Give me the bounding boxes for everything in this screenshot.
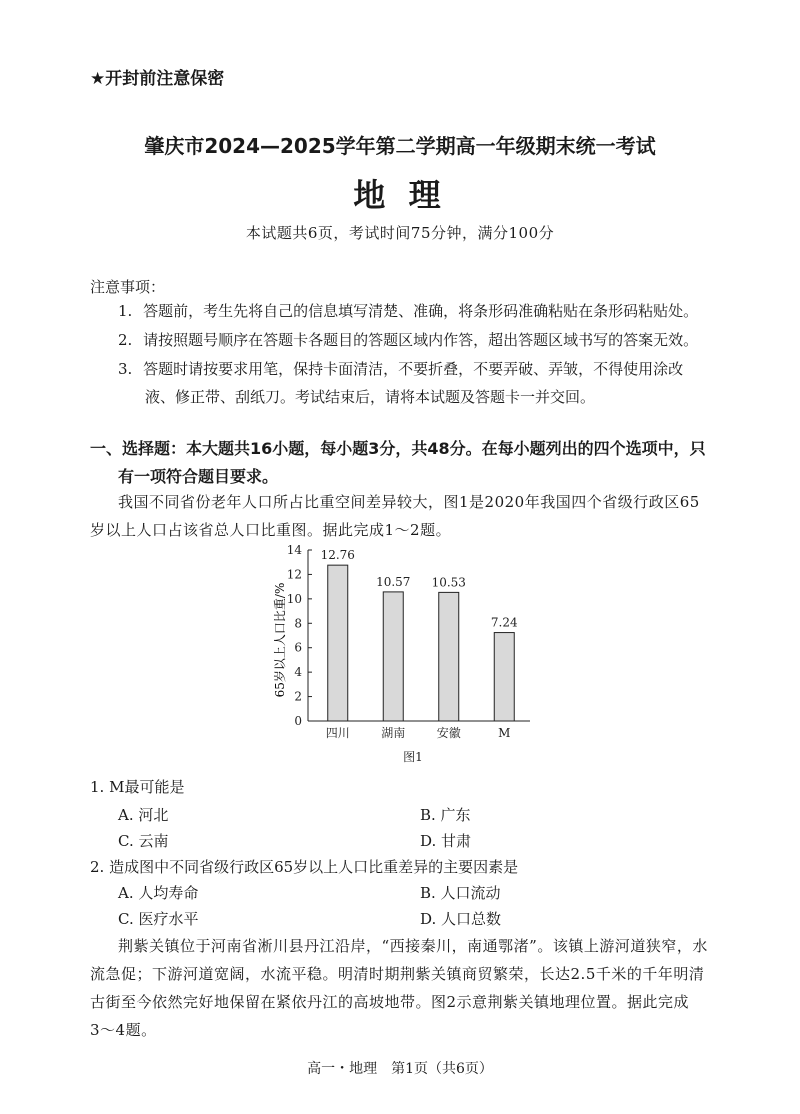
bar-value-label: 12.76 bbox=[320, 548, 355, 563]
notice-text: 答题时请按要求用笔，保持卡面清洁，不要折叠，不要弄破、弄皱，不得使用涂改 bbox=[143, 360, 684, 378]
bar-value-label: 10.57 bbox=[376, 574, 411, 589]
intro2-line3: 古街至今依然完好地保留在紧依丹江的高坡地带。图2示意荆紫关镇地理位置。据此完成 bbox=[90, 993, 690, 1011]
intro1-line1: 我国不同省份老年人口所占比重空间差异较大，图1是2020年我国四个省级行政区65 bbox=[118, 493, 700, 511]
x-category-label: M bbox=[498, 726, 511, 740]
exam-title: 肇庆市2024—2025学年第二学期高一年级期末统一考试 bbox=[144, 134, 656, 158]
figure-caption: 图1 bbox=[403, 750, 423, 764]
bar bbox=[439, 592, 459, 721]
bar bbox=[383, 592, 403, 721]
page-footer: 高一・地理 第1页（共6页） bbox=[307, 1061, 493, 1077]
q2-option-b[interactable]: B. 人口流动 bbox=[420, 884, 501, 902]
q1-option-a[interactable]: A. 河北 bbox=[118, 806, 169, 824]
q2-stem: 2. 造成图中不同省级行政区65岁以上人口比重差异的主要因素是 bbox=[90, 858, 519, 876]
q2-option-d[interactable]: D. 人口总数 bbox=[420, 910, 502, 928]
section-heading-line2: 有一项符合题目要求。 bbox=[118, 467, 279, 486]
q2-option-c[interactable]: C. 医疗水平 bbox=[118, 910, 199, 928]
bar bbox=[328, 565, 348, 721]
y-tick-label: 14 bbox=[286, 543, 302, 557]
x-category-label: 湖南 bbox=[381, 726, 406, 740]
intro2-line2: 流急促；下游河道宽阔，水流平稳。明清时期荆紫关镇商贸繁荣，长达2.5千米的千年明清 bbox=[90, 965, 705, 983]
y-tick-label: 8 bbox=[294, 616, 302, 631]
y-tick-label: 6 bbox=[294, 640, 302, 655]
bar-value-label: 10.53 bbox=[431, 575, 466, 590]
y-tick-label: 2 bbox=[294, 689, 302, 704]
y-tick-label: 10 bbox=[286, 591, 302, 606]
subject-title: 地 理 bbox=[353, 176, 447, 214]
intro1-line2: 岁以上人口占该省总人口比重图。据此完成1～2题。 bbox=[90, 521, 452, 539]
notice-heading: 注意事项： bbox=[90, 278, 166, 296]
bar bbox=[494, 633, 514, 721]
y-tick-label: 0 bbox=[294, 714, 302, 728]
notice-num: 1. bbox=[118, 302, 133, 320]
x-category-label: 安徽 bbox=[436, 726, 461, 740]
q1-stem: 1. M最可能是 bbox=[90, 778, 185, 796]
exam-info: 本试题共6页，考试时间75分钟，满分100分 bbox=[245, 224, 555, 242]
y-tick-label: 12 bbox=[286, 567, 302, 582]
confidential-note: ★开封前注意保密 bbox=[90, 69, 225, 89]
notice-item-3 bbox=[118, 355, 683, 383]
x-category-label: 四川 bbox=[325, 726, 350, 740]
bar-value-label: 7.24 bbox=[490, 615, 518, 630]
y-axis-label: 65岁以上人口比重/% bbox=[273, 582, 287, 698]
q1-option-c[interactable]: C. 云南 bbox=[118, 832, 169, 850]
notice-item-2 bbox=[118, 326, 698, 354]
notice-num: 2. bbox=[118, 331, 133, 349]
bar-chart bbox=[0, 540, 800, 770]
q1-option-b[interactable]: B. 广东 bbox=[420, 806, 471, 824]
notice-item-3-cont: 液、修正带、刮纸刀。考试结束后，请将本试题及答题卡一并交回。 bbox=[145, 388, 596, 406]
notice-item-1 bbox=[118, 297, 698, 325]
intro2-line4: 3～4题。 bbox=[90, 1021, 157, 1039]
notice-text: 答题前，考生先将自己的信息填写清楚、准确，将条形码准确粘贴在条形码粘贴处。 bbox=[143, 302, 699, 320]
q2-option-a[interactable]: A. 人均寿命 bbox=[118, 884, 199, 902]
q1-option-d[interactable]: D. 甘肃 bbox=[420, 832, 472, 850]
notice-text: 请按照题号顺序在答题卡各题目的答题区域内作答，超出答题区域书写的答案无效。 bbox=[143, 331, 699, 349]
notice-num: 3. bbox=[118, 360, 133, 378]
intro2-line1: 荆紫关镇位于河南省淅川县丹江沿岸，“西接秦川，南通鄂渚”。该镇上游河道狭窄，水 bbox=[118, 937, 708, 955]
y-tick-label: 4 bbox=[294, 665, 302, 680]
section-heading-line1: 一、选择题：本大题共16小题，每小题3分，共48分。在每小题列出的四个选项中，只 bbox=[90, 439, 706, 458]
